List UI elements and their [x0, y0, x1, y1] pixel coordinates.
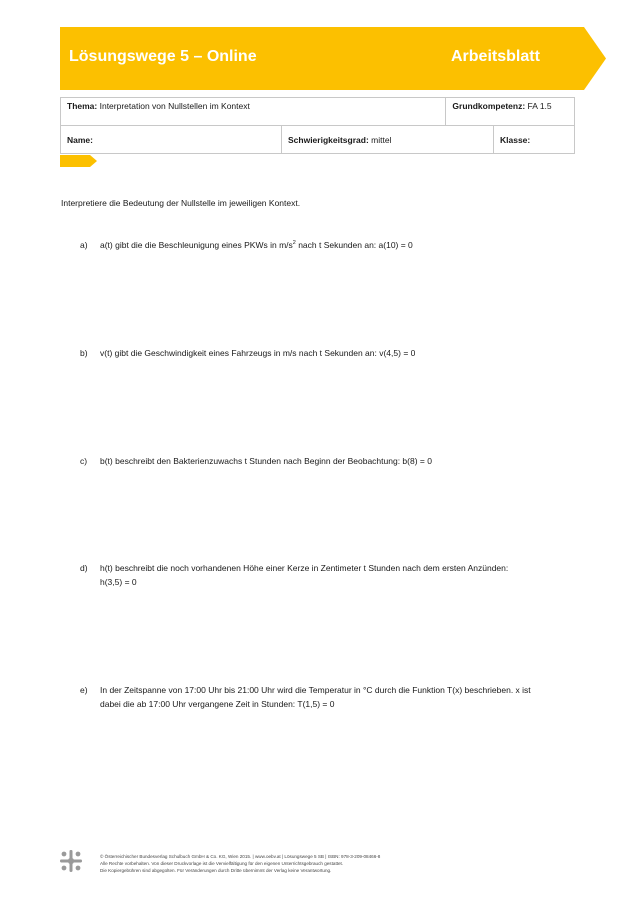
task-text: b(t) beschreibt den Bakterienzuwachs t Stunden nach Beginn der Beobachtung: b(8) = 0 [100, 456, 432, 466]
intro-text: Interpretiere die Bedeutung der Nullstelle im jeweiligen Kontext. [61, 198, 301, 208]
task-text [100, 683, 565, 711]
task-letter: e) [80, 685, 88, 695]
name-label: Name: [67, 134, 93, 145]
task-letter: a) [80, 240, 88, 250]
difficulty-label: Schwierigkeitsgrad: [288, 134, 369, 145]
topic-label: Thema: [67, 101, 98, 111]
topic-cell [61, 98, 446, 126]
info-row-name [61, 126, 575, 154]
footer-line: Die Kopiergebühren sind abgegolten. Für Veränderungen durch Dritte übernimmt der Verlag keine Verantwortung. [100, 868, 332, 873]
task-letter: d) [80, 563, 88, 573]
tab-marker-shape [60, 155, 97, 167]
name-cell [61, 126, 282, 154]
header-title: Lösungswege 5 – Online [69, 48, 257, 65]
superscript: 2 [292, 240, 296, 247]
competence-label: Grundkompetenz: [452, 101, 526, 111]
task-text [100, 238, 565, 252]
difficulty-value: mittel [371, 134, 392, 145]
topic-value: Interpretation von Nullstellen im Kontext [99, 101, 250, 111]
task-text-line: dabei die ab 17:00 Uhr vergangene Zeit in Stunden: T(1,5) = 0 [100, 699, 335, 709]
header-banner [60, 27, 606, 90]
header-sheet-type: Arbeitsblatt [451, 48, 540, 65]
footer-copyright [100, 853, 520, 874]
footer-line: Alle Rechte vorbehalten. Von dieser Druckvorlage ist die Vervielfältigung für den eigenen Unterrichtsgebrauch gestattet. [100, 861, 344, 866]
class-label: Klasse: [500, 134, 531, 145]
publisher-logo-icon [60, 850, 82, 872]
task-text-part: a(t) gibt die die Beschleunigung eines PKWs in m/s [100, 240, 293, 250]
info-table [60, 97, 575, 154]
competence-value: FA 1.5 [527, 101, 552, 111]
task-letter: c) [80, 456, 88, 466]
task-text-line: In der Zeitspanne von 17:00 Uhr bis 21:00 Uhr wird die Temperatur in °C durch die Funktion T(x) beschrieben. x ist [100, 685, 531, 695]
task-text-line: h(t) beschreibt die noch vorhandenen Höhe einer Kerze in Zentimeter t Stunden nach dem ersten Anzünden: [100, 563, 509, 573]
task-text-part: nach t Sekunden an: a(10) = 0 [295, 240, 413, 250]
footer-line: © Österreichischer Bundesverlag Schulbuch GmbH & Co. KG, Wien 2015. | www.oebv.at | Lösungswege 5 SB | ISBN: 978-3-209-08466-8 [100, 854, 381, 859]
difficulty-cell [282, 126, 494, 154]
task-letter: b) [80, 348, 88, 358]
info-row-topic [61, 98, 575, 126]
class-cell [494, 126, 575, 154]
task-text-line: h(3,5) = 0 [100, 577, 137, 587]
competence-cell [446, 98, 575, 126]
task-text: v(t) gibt die Geschwindigkeit eines Fahrzeugs in m/s nach t Sekunden an: v(4,5) = 0 [100, 348, 416, 358]
task-text [100, 561, 565, 589]
